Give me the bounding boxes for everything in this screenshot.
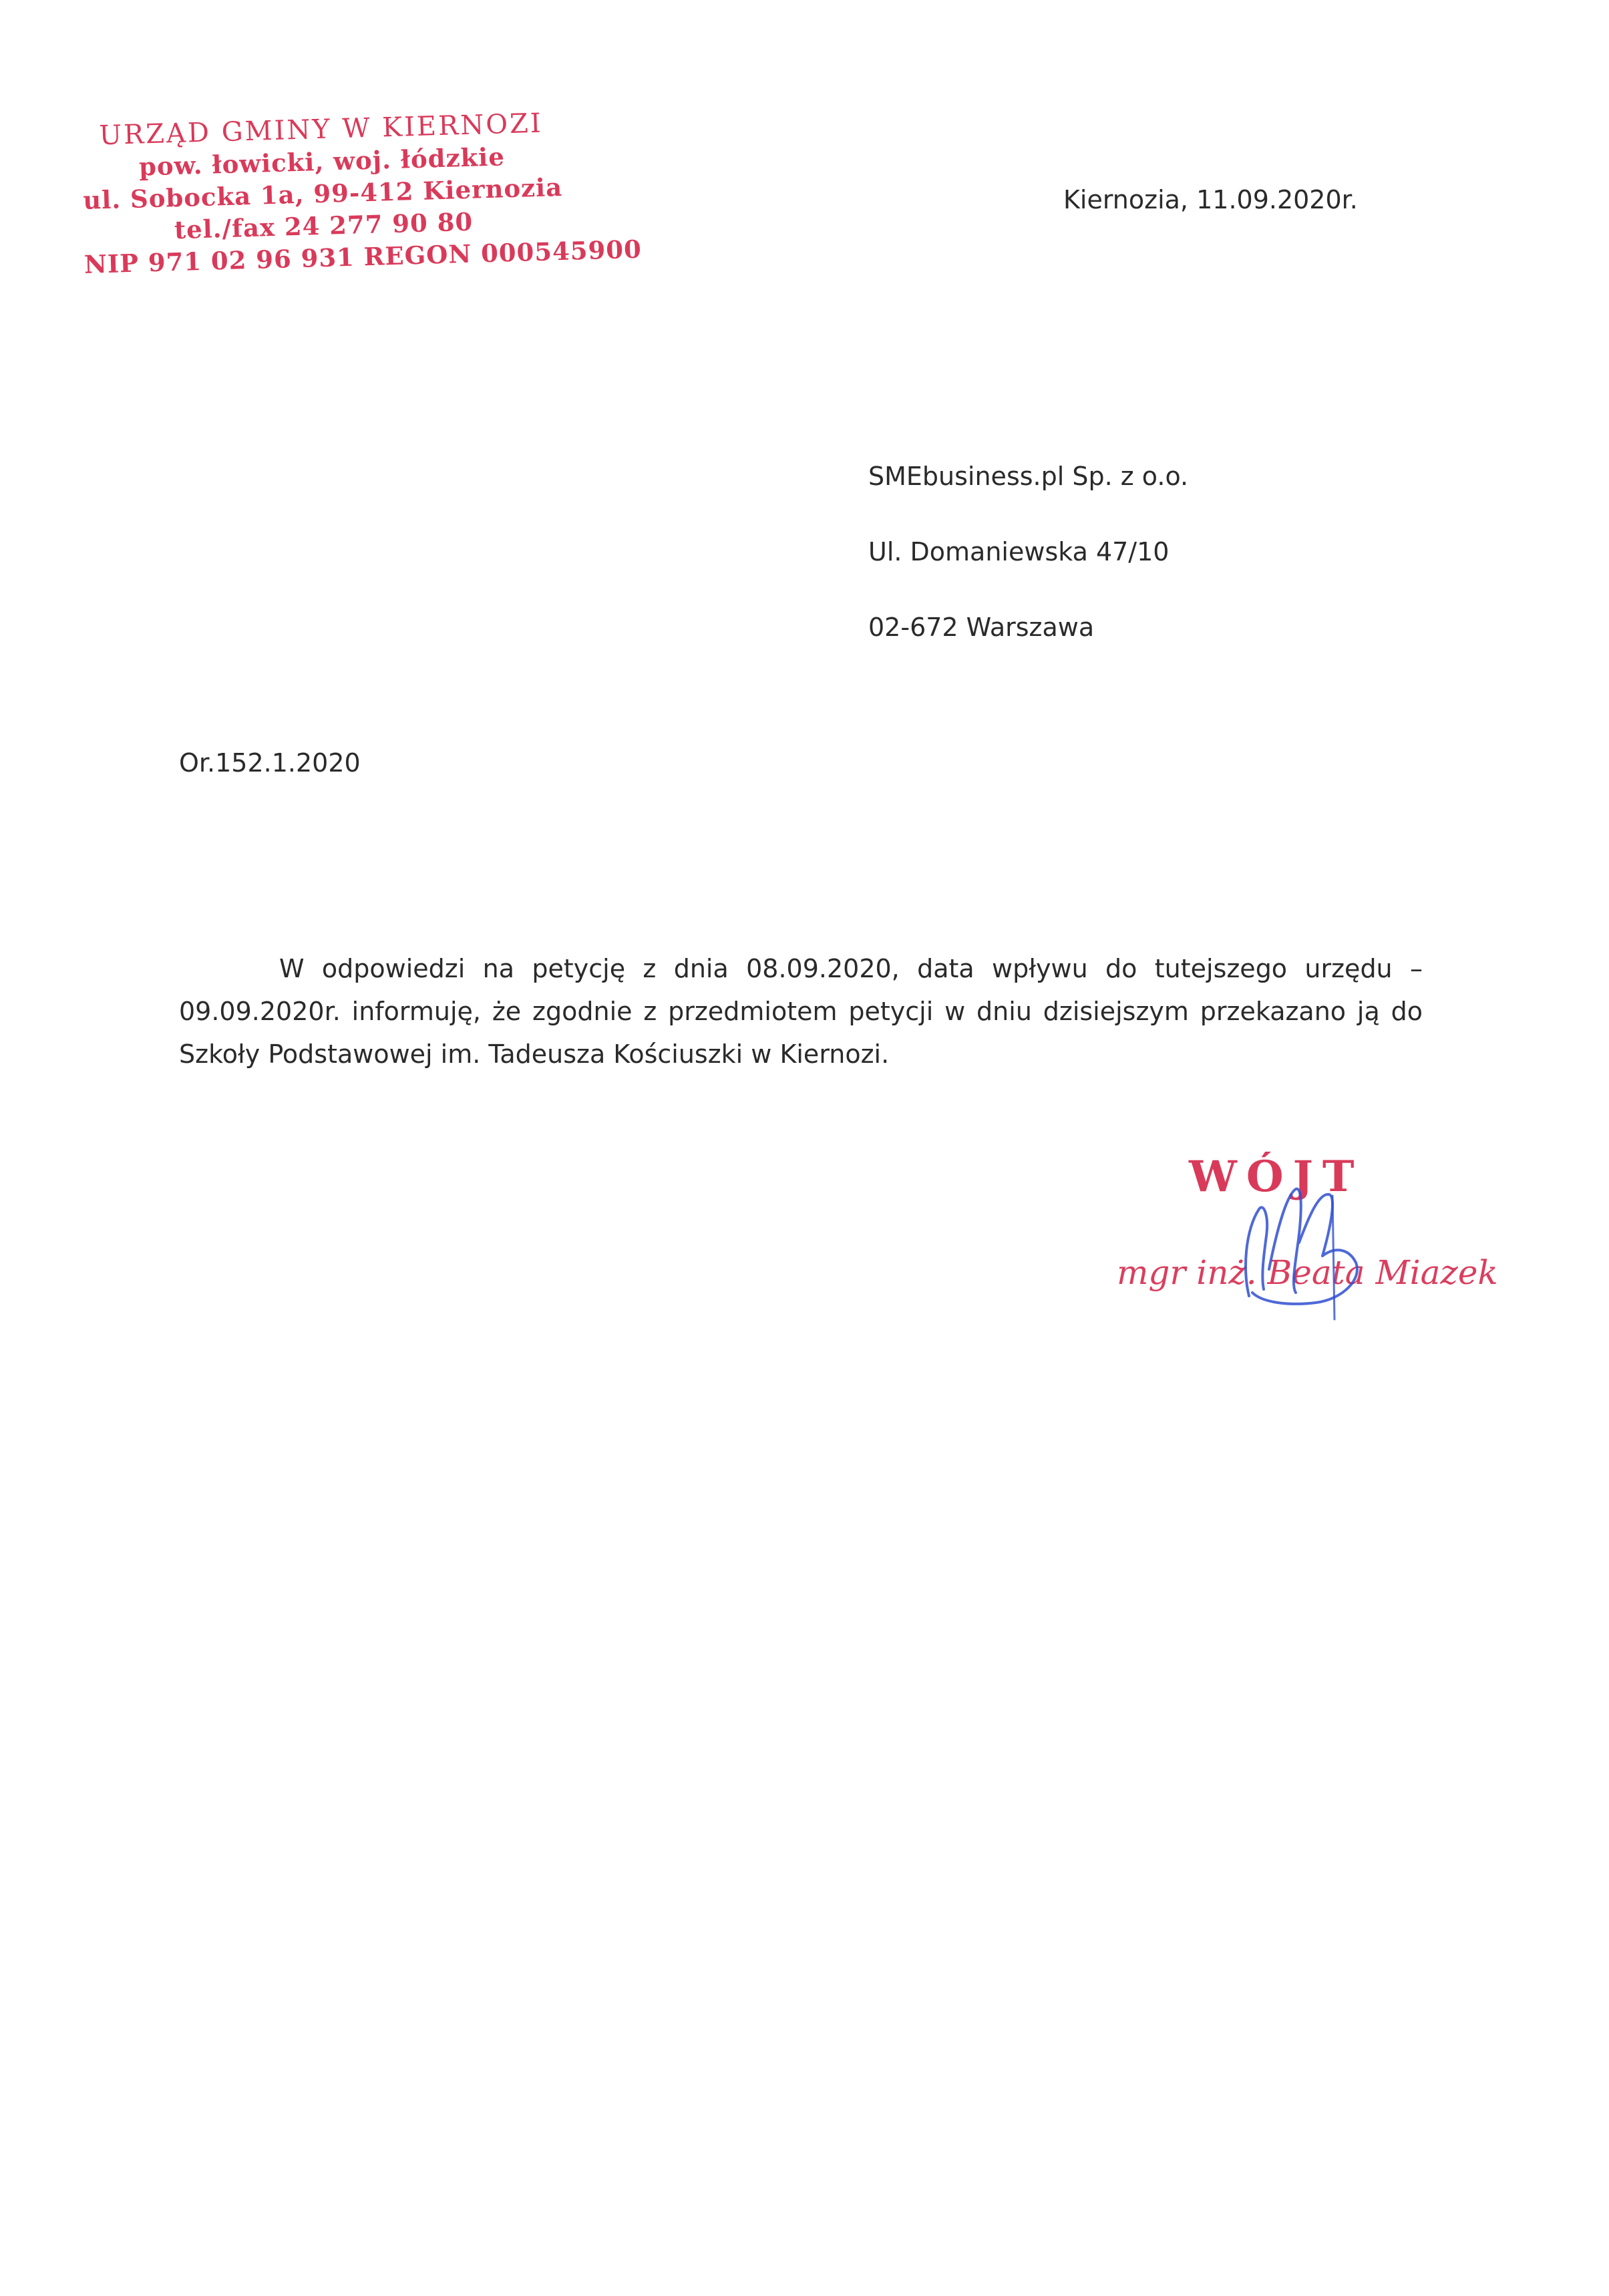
letter-date: Kiernozia, 11.09.2020r. xyxy=(1063,185,1358,214)
office-stamp xyxy=(80,107,643,281)
recipient-street: Ul. Domaniewska 47/10 xyxy=(868,537,1170,566)
signature-stamp-name: mgr inż. Beata Miazek xyxy=(1117,1253,1498,1292)
handwritten-signature xyxy=(1222,1169,1396,1323)
recipient-city: 02-672 Warszawa xyxy=(868,613,1095,642)
stamp-district: pow. łowicki, woj. łódzkie xyxy=(138,142,506,182)
recipient-name: SMEbusiness.pl Sp. z o.o. xyxy=(868,462,1189,491)
recipient-address xyxy=(868,461,1188,687)
letter-body: W odpowiedzi na petycję z dnia 08.09.2020, data wpływu do tutejszego urzędu – 09.09.2020r. informuję, że zgodnie z przedmiotem petycji w dniu dzisiejszym przekazano ją do Szkoły Podstawowej im. Tadeusza Kościuszki w Kiernozi. xyxy=(179,954,1423,1069)
stamp-tax-ids: NIP 971 02 96 931 REGON 000545900 xyxy=(83,234,643,279)
stamp-phone: tel./fax 24 277 90 80 xyxy=(174,206,474,245)
stamp-office-name: URZĄD GMINY W KIERNOZI xyxy=(98,108,544,152)
stamp-address: ul. Sobocka 1a, 99-412 Kiernozia xyxy=(82,172,563,215)
signature-stamp-title: WÓJT xyxy=(1189,1152,1364,1202)
reference-number: Or.152.1.2020 xyxy=(179,748,361,778)
